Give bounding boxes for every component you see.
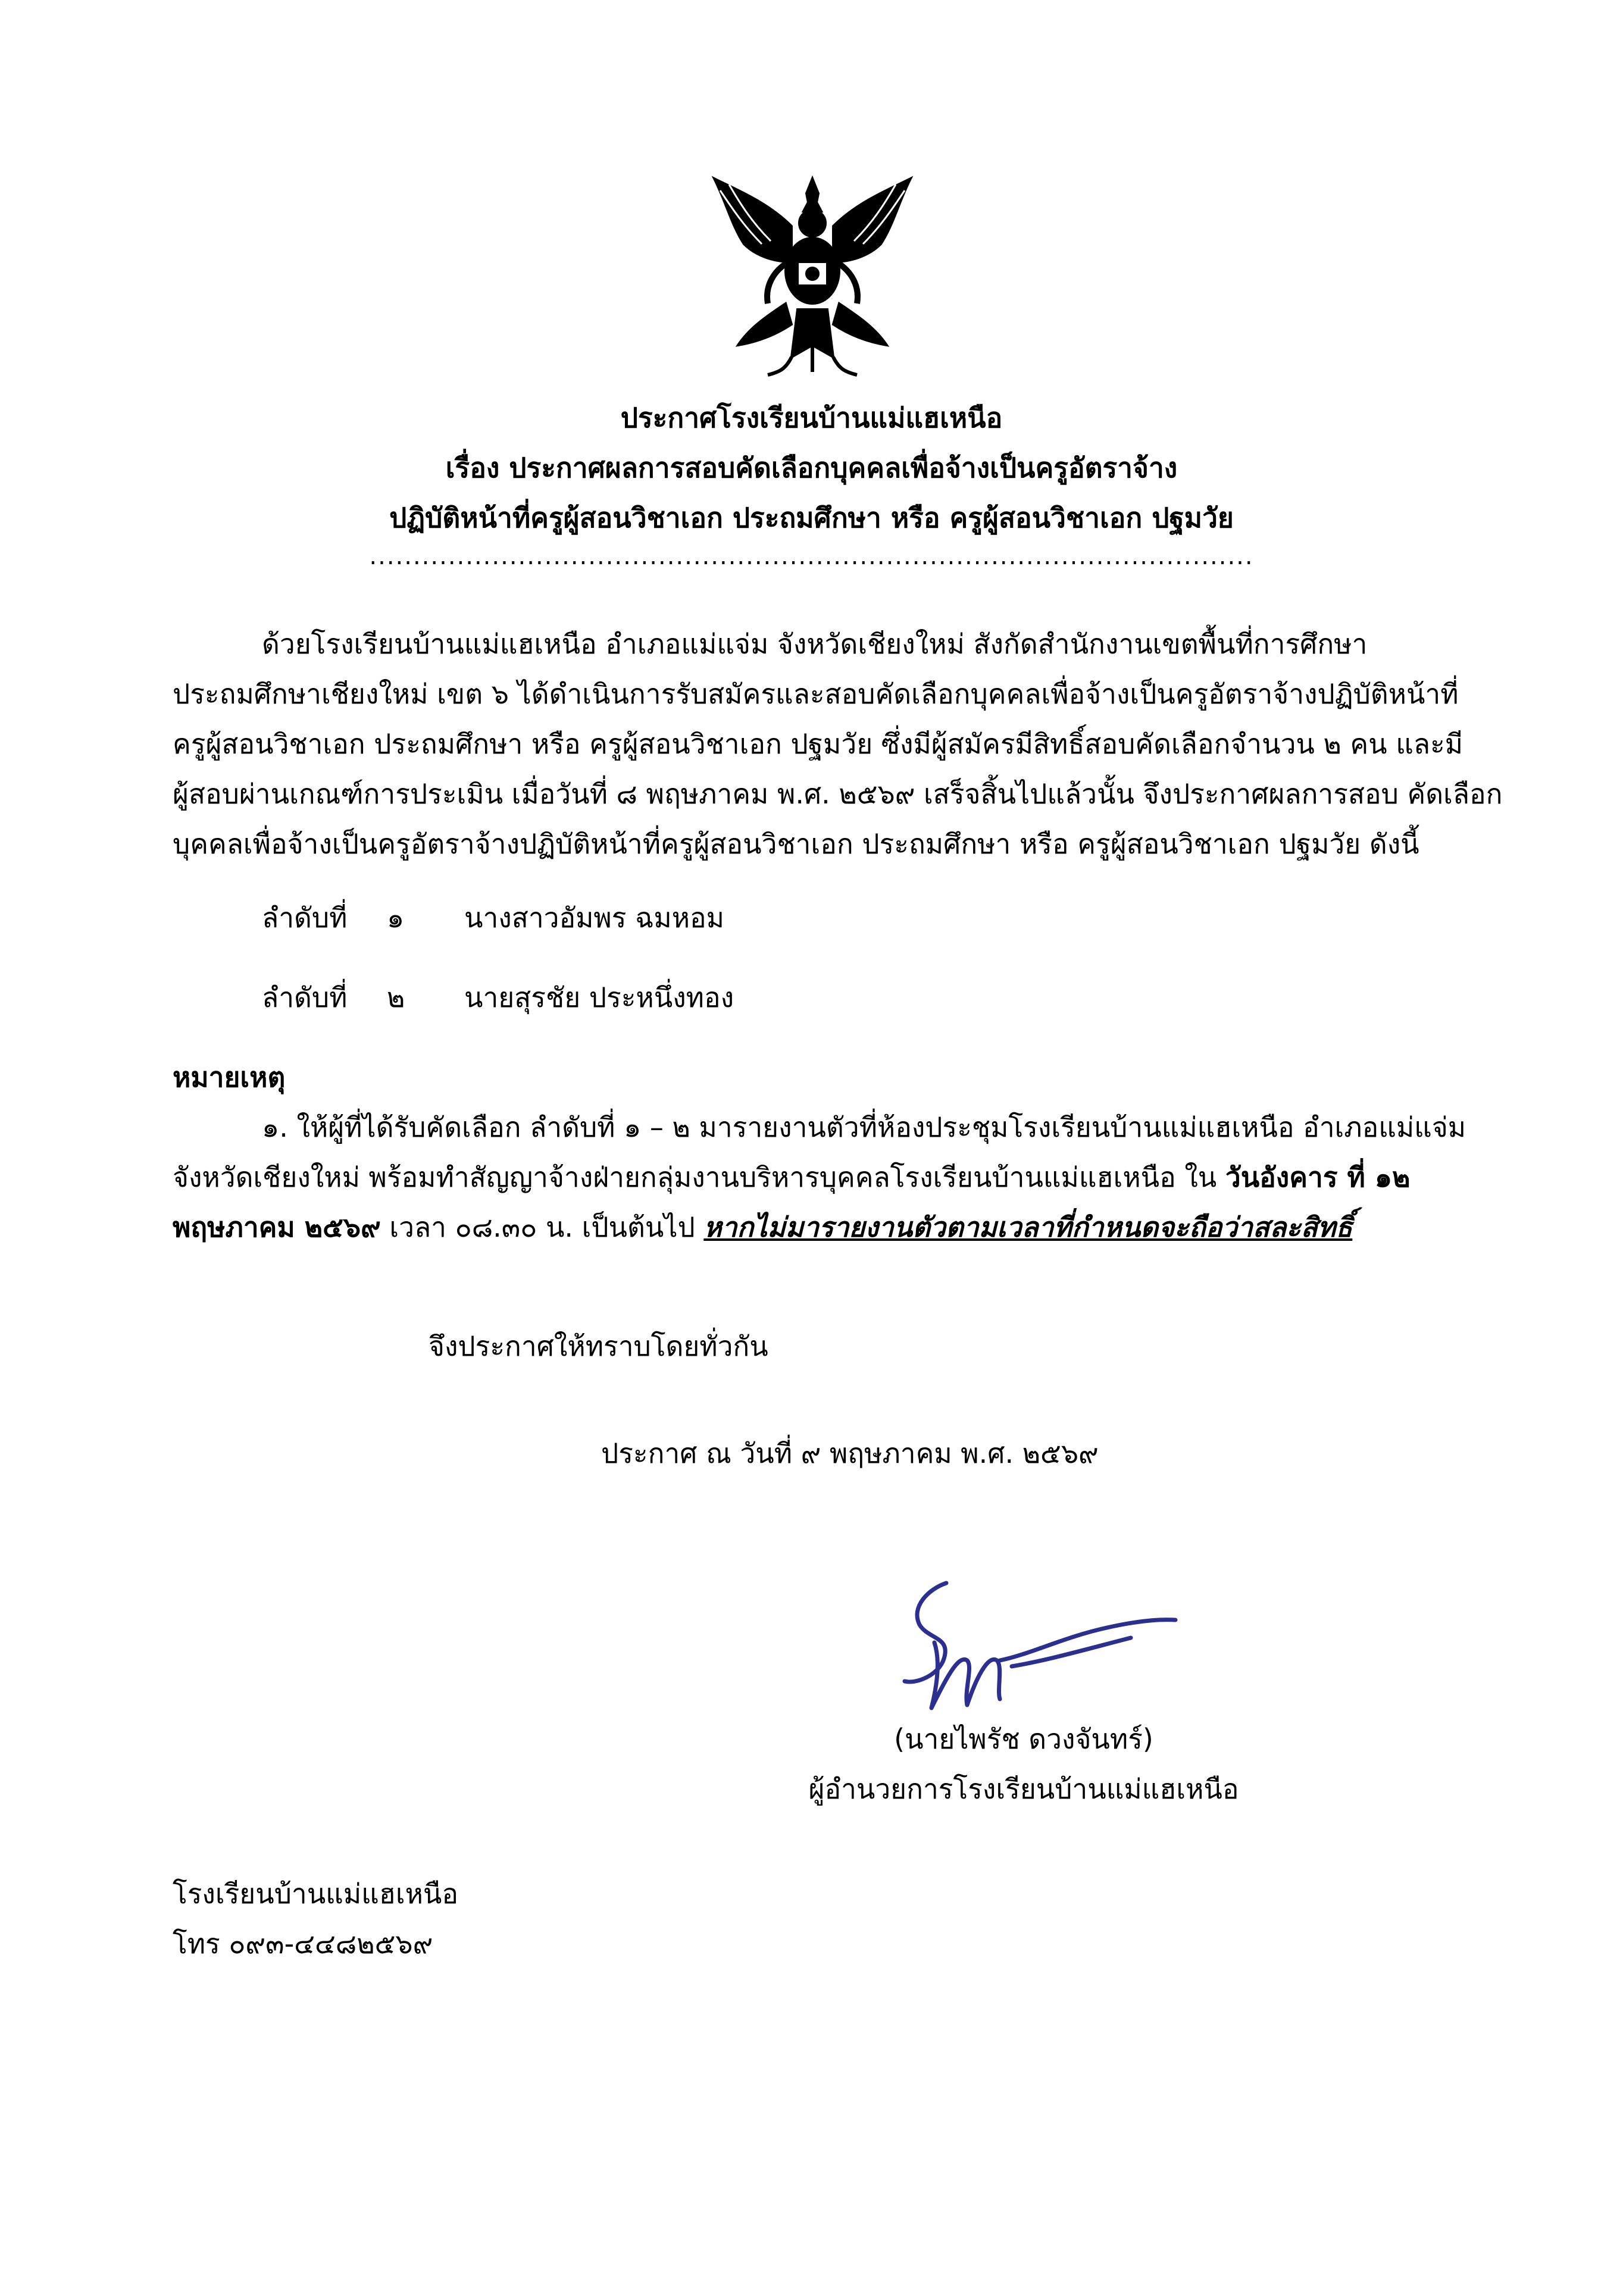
result-label: ลำดับที่ xyxy=(262,981,348,1014)
body-line-2: ประถมศึกษาเชียงใหม่ เขต ๖ ได้ดำเนินการรับสมัครและสอบคัดเลือกบุคคลเพื่อจ้างเป็นครูอัตราจ้างปฏิบัติหน้าที่ xyxy=(173,678,1459,710)
announcement-date: ประกาศ ณ วันที่ ๙ พฤษภาคม พ.ศ. ๒๕๖๙ xyxy=(601,1437,1099,1469)
remarks-report-month: พฤษภาคม ๒๕๖๙ xyxy=(173,1211,381,1243)
body-line-4: ผู้สอบผ่านเกณฑ์การประเมิน เมื่อวันที่ ๘ พฤษภาคม พ.ศ. ๒๕๖๙ เสร็จสิ้นไปแล้วนั้น จึงประกาศผลการสอบ คัดเลือก xyxy=(173,778,1503,810)
result-rank: ๑ xyxy=(387,902,405,934)
document-title: ประกาศโรงเรียนบ้านแม่แฮเหนือ xyxy=(620,402,1003,434)
title-separator: ..................................................................................................... xyxy=(369,543,1254,570)
footer-phone: โทร ๐๙๓-๔๔๘๒๕๖๙ xyxy=(173,1928,433,1960)
signatory-name: (นายไพรัช ดวงจันทร์) xyxy=(894,1723,1153,1755)
result-label: ลำดับที่ xyxy=(262,902,348,934)
remarks-line-3 xyxy=(173,1202,1352,1252)
result-name: นางสาวอัมพร ฉมหอม xyxy=(464,902,724,934)
body-line-1: ด้วยโรงเรียนบ้านแม่แฮเหนือ อำเภอแม่แจ่ม จังหวัดเชียงใหม่ สังกัดสำนักงานเขตพื้นที่การศึกษา xyxy=(262,628,1368,660)
body-line-3: ครูผู้สอนวิชาเอก ประถมศึกษา หรือ ครูผู้สอนวิชาเอก ปฐมวัย ซึ่งมีผู้สมัครมีสิทธิ์สอบคัดเลือกจำนวน ๒ คน และมี xyxy=(173,728,1463,760)
footer-school: โรงเรียนบ้านแม่แฮเหนือ xyxy=(173,1878,458,1910)
document-subject-line2: ปฏิบัติหน้าที่ครูผู้สอนวิชาเอก ประถมศึกษา หรือ ครูผู้สอนวิชาเอก ปฐมวัย xyxy=(389,502,1234,534)
remarks-line-2-text: จังหวัดเชียงใหม่ พร้อมทำสัญญาจ้างฝ่ายกลุ่มงานบริหารบุคคลโรงเรียนบ้านแม่แฮเหนือ ใน xyxy=(173,1161,1225,1193)
remarks-line-2 xyxy=(173,1152,1410,1202)
signatory-position: ผู้อำนวยการโรงเรียนบ้านแม่แฮเหนือ xyxy=(808,1773,1239,1805)
garuda-emblem-icon xyxy=(702,167,922,381)
remarks-report-time: เวลา ๐๘.๓๐ น. เป็นต้นไป xyxy=(380,1211,704,1243)
closing-announcement: จึงประกาศให้ทราบโดยทั่วกัน xyxy=(429,1330,768,1362)
body-line-5: บุคคลเพื่อจ้างเป็นครูอัตราจ้างปฏิบัติหน้าที่ครูผู้สอนวิชาเอก ประถมศึกษา หรือ ครูผู้สอนวิชาเอก ปฐมวัย ดังนี้ xyxy=(173,828,1419,860)
result-rank: ๒ xyxy=(387,981,405,1014)
document-subject: เรื่อง ประกาศผลการสอบคัดเลือกบุคคลเพื่อจ้างเป็นครูอัตราจ้าง xyxy=(445,452,1178,484)
remarks-heading: หมายเหตุ xyxy=(173,1061,286,1093)
remarks-report-date: วันอังคาร ที่ ๑๒ xyxy=(1225,1161,1411,1193)
result-name: นายสุรชัย ประหนึ่งทอง xyxy=(464,981,734,1014)
remarks-line-1: ๑. ให้ผู้ที่ได้รับคัดเลือก ลำดับที่ ๑ – ๒ มารายงานตัวที่ห้องประชุมโรงเรียนบ้านแม่แฮเหนือ อำเภอแม่แจ่ม xyxy=(262,1111,1466,1143)
remarks-warning: หากไม่มารายงานตัวตามเวลาที่กำหนดจะถือว่าสละสิทธิ์ xyxy=(703,1211,1353,1243)
signature-icon xyxy=(869,1571,1190,1726)
